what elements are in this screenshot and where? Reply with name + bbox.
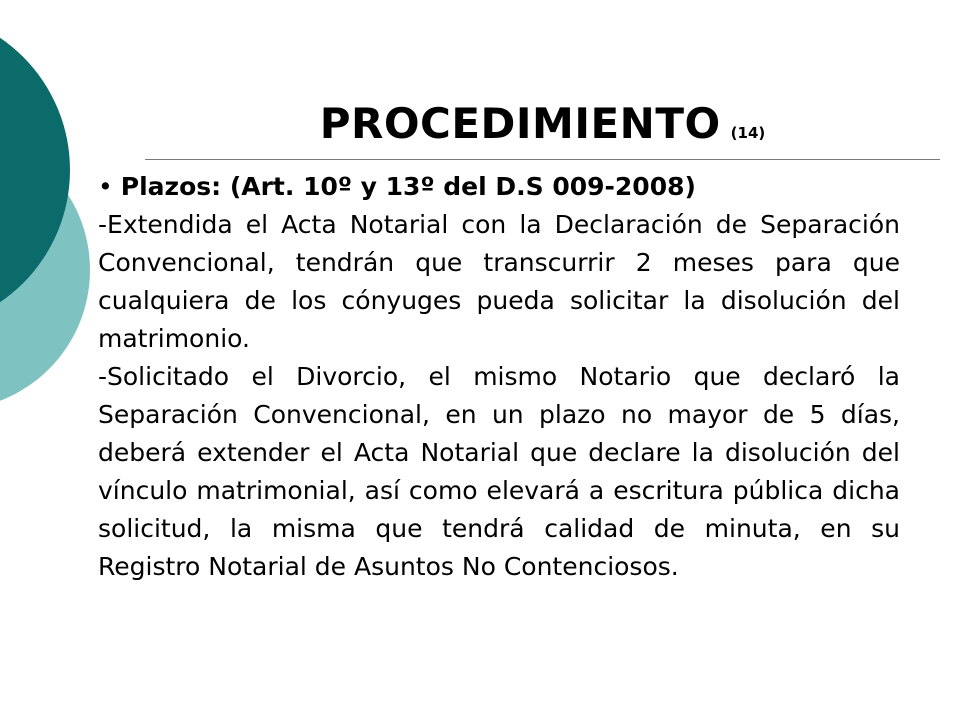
- bullet-heading: [98, 168, 900, 206]
- bullet-heading-text: Plazos: (Art. 10º y 13º del D.S 009-2008): [120, 172, 696, 201]
- slide-title: [145, 96, 940, 161]
- title-text: PROCEDIMIENTO: [319, 99, 721, 148]
- title-divider: [145, 159, 940, 160]
- paragraph-1: -Extendida el Acta Notarial con la Declaración de Separación Convencional, tendrán que transcurrir 2 meses para que cualquiera de los cónyuges pueda solicitar la disolución del matrimonio.: [98, 210, 900, 353]
- paragraph-2: -Solicitado el Divorcio, el mismo Notario que declaró la Separación Convencional, en un plazo no mayor de 5 días, deberá extender el Acta Notarial que declare la disolución del vínculo matrimonial, así como elevará a escritura pública dicha solicitud, la misma que tendrá calidad de minuta, en su Registro Notarial de Asuntos No Contenciosos.: [98, 362, 900, 581]
- bullet-icon: •: [98, 172, 113, 201]
- slide-body: [98, 168, 900, 586]
- title-reference: (14): [730, 124, 766, 142]
